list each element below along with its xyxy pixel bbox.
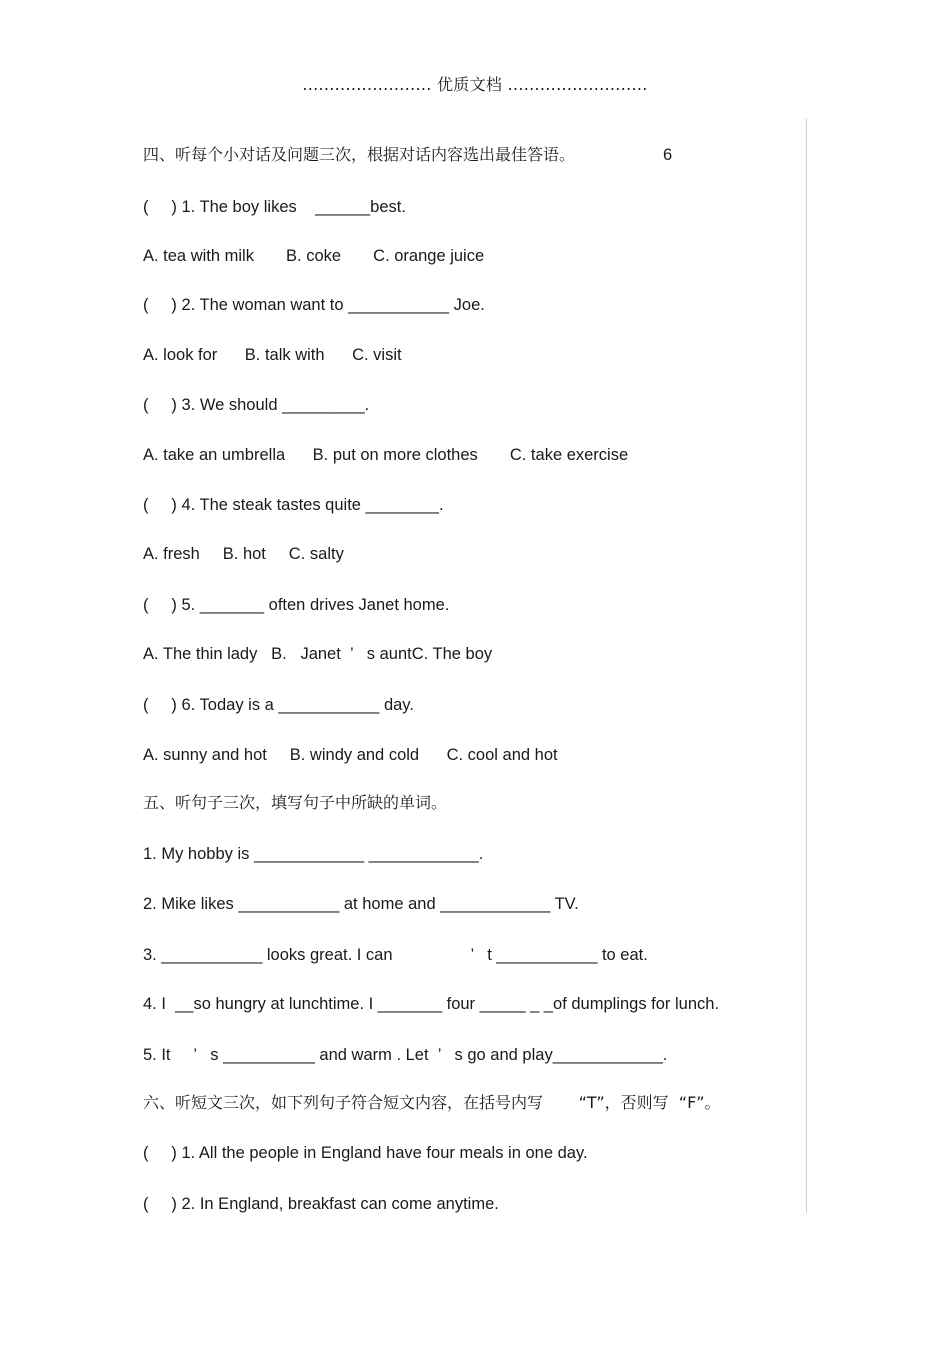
question-4: ( ) 4. The steak tastes quite ________. — [143, 496, 444, 514]
question-5: ( ) 5. _______ often drives Janet home. — [143, 596, 450, 614]
question-2: ( ) 2. The woman want to ___________ Joe. — [143, 296, 485, 314]
question-1-options: A. tea with milk B. coke C. orange juice — [143, 247, 485, 265]
page-border-line — [806, 118, 807, 1213]
question-1: ( ) 1. The boy likes ______best. — [143, 198, 406, 216]
question-5-options: A. The thin lady B. Janet ’ s auntC. The boy — [143, 645, 493, 663]
question-3-options: A. take an umbrella B. put on more clothes C. take exercise — [143, 446, 629, 464]
question-6-options: A. sunny and hot B. windy and cold C. cool and hot — [143, 746, 558, 764]
true-false-2: ( ) 2. In England, breakfast can come anytime. — [143, 1195, 499, 1213]
section4-score: 6 — [663, 146, 673, 164]
question-6: ( ) 6. Today is a ___________ day. — [143, 696, 414, 714]
page-header: ........................ 优质文档 .......................... — [302, 75, 648, 94]
section6-heading: 六、听短文三次，如下列句子符合短文内容，在括号内写 “T”，否则写 “F”。 — [143, 1093, 721, 1112]
fill-sentence-3: 3. ___________ looks great. I can ’ t ___________ to eat. — [143, 946, 648, 964]
section4-heading: 四、听每个小对话及问题三次，根据对话内容选出最佳答语。 — [143, 145, 576, 164]
fill-sentence-2: 2. Mike likes ___________ at home and ____________ TV. — [143, 895, 579, 913]
question-3: ( ) 3. We should _________. — [143, 396, 370, 414]
fill-sentence-5: 5. It ’ s __________ and warm . Let ’ s go and play____________. — [143, 1046, 668, 1064]
section5-heading: 五、听句子三次，填写句子中所缺的单词。 — [143, 793, 448, 812]
fill-sentence-1: 1. My hobby is ____________ ____________. — [143, 845, 484, 863]
question-4-options: A. fresh B. hot C. salty — [143, 545, 344, 563]
true-false-1: ( ) 1. All the people in England have four meals in one day. — [143, 1144, 588, 1162]
question-2-options: A. look for B. talk with C. visit — [143, 346, 402, 364]
fill-sentence-4: 4. I __so hungry at lunchtime. I _______ four _____ _ _of dumplings for lunch. — [143, 995, 720, 1013]
